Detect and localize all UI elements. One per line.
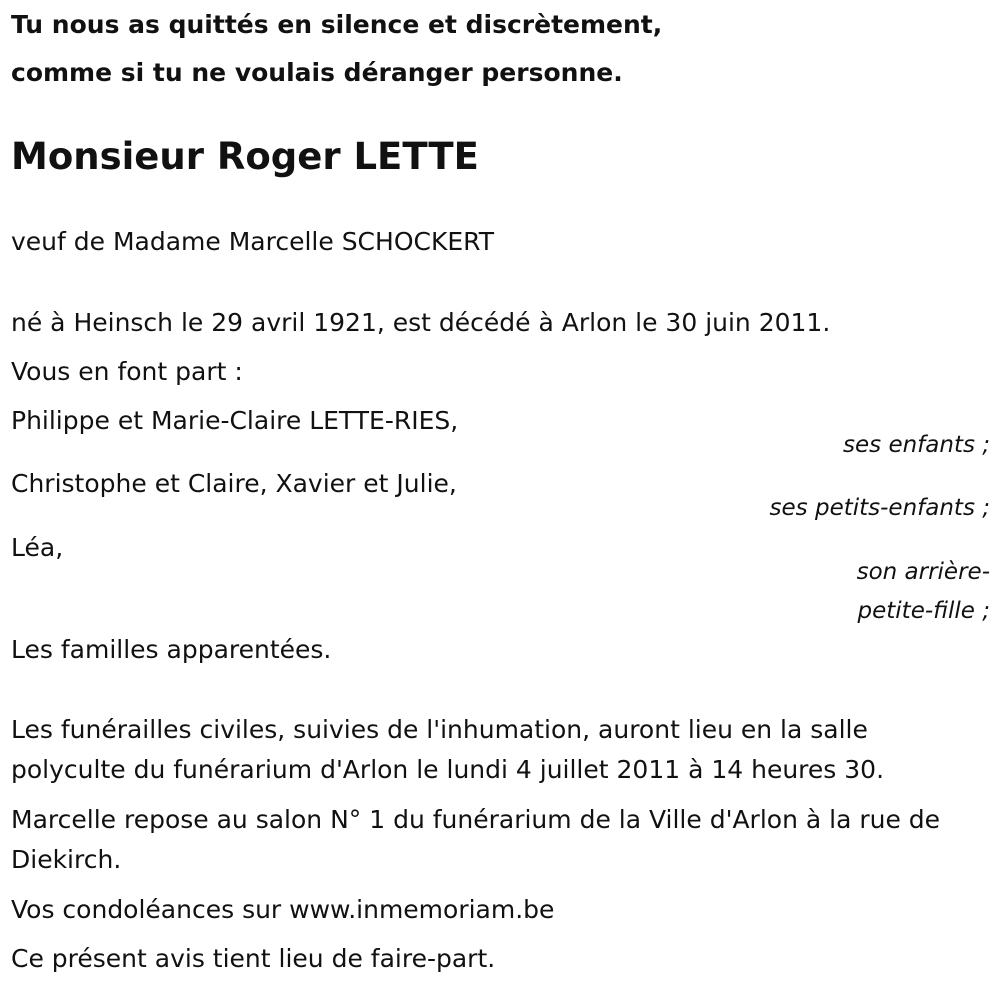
birth-death-line: né à Heinsch le 29 avril 1921, est décédé à Arlon le 30 juin 2011. [11,308,831,337]
related-families: Les familles apparentées. [11,635,332,664]
family-great-grandchild-relation-line-2: petite-fille ; [857,598,990,624]
family-children-relation: ses enfants ; [843,432,990,458]
header-line-2: comme si tu ne voulais déranger personne. [11,58,623,87]
family-great-grandchild-names: Léa, [11,533,64,562]
deceased-name: Monsieur Roger LETTE [11,135,479,178]
family-grandchildren-names: Christophe et Claire, Xavier et Julie, [11,469,457,498]
repose-line-2: Diekirch. [11,845,122,874]
announcement-intro: Vous en font part : [11,357,243,386]
funeral-line-2: polyculte du funérarium d'Arlon le lundi 4 juillet 2011 à 14 heures 30. [11,755,885,784]
condolences-line: Vos condoléances sur www.inmemoriam.be [11,895,555,924]
family-children-names: Philippe et Marie-Claire LETTE-RIES, [11,406,459,435]
notice-line: Ce présent avis tient lieu de faire-part. [11,944,496,973]
header-line-1: Tu nous as quittés en silence et discrètement, [11,10,663,39]
widower-of: veuf de Madame Marcelle SCHOCKERT [11,227,494,256]
family-grandchildren-relation: ses petits-enfants ; [769,495,990,521]
funeral-line-1: Les funérailles civiles, suivies de l'inhumation, auront lieu en la salle [11,715,868,744]
repose-line-1: Marcelle repose au salon N° 1 du funérarium de la Ville d'Arlon à la rue de [11,805,941,834]
family-great-grandchild-relation-line-1: son arrière- [856,559,990,585]
